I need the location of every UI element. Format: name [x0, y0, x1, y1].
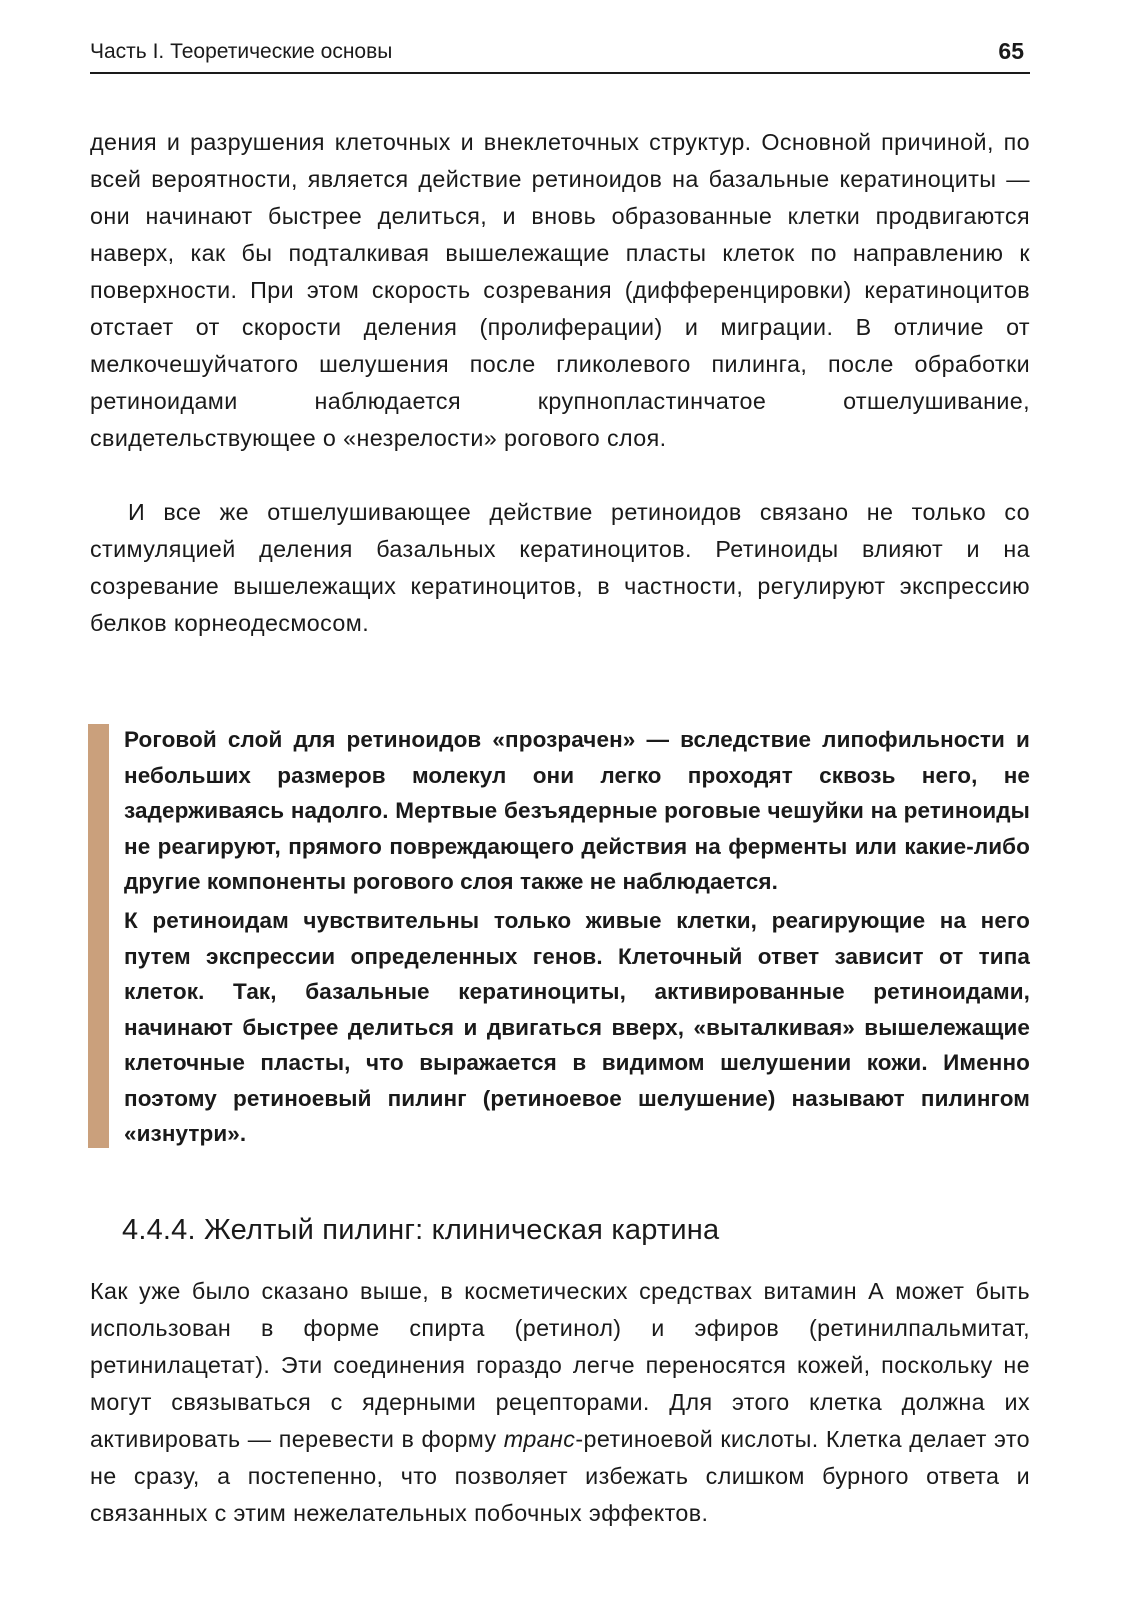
running-header-title: Часть I. Теоретические основы — [90, 40, 393, 63]
section-paragraph — [90, 1273, 1030, 1532]
callout-paragraph-2 — [124, 903, 1030, 1152]
page-number: 65 — [998, 38, 1024, 64]
callout-paragraph-2-middle: , реагирующие на него путем экспрессии определенных генов. Клеточный ответ зависит от типа клеток. Так, базальные кератиноциты, активированные ретиноидами, начинают быстрее делиться и двигаться вверх, «выталкивая» вышележащие клеточные пласты, что выражается в видимом шелушении кожи. — [124, 908, 1030, 1075]
callout-emphasis-tail: Именно поэтому ретиноевый пилинг (ретиноевое шелушение) называют пилингом «изнутри». — [124, 1050, 1030, 1146]
running-header — [90, 32, 1030, 74]
callout-emphasis-lead: К ретиноидам чувствительны только живые клетки — [124, 908, 751, 933]
callout-accent-bar — [88, 724, 109, 1148]
body-paragraph-1: дения и разрушения клеточных и внеклеточных структур. Основной причиной, по всей вероятности, является действие ретиноидов на базальные кератиноциты — они начинают быстрее делиться, и вновь образованные клетки продвигаются наверх, как бы подталкивая вышележащие пласты клеток по направлению к поверхности. При этом скорость созревания (дифференцировки) кератиноцитов отстает от скорости деления (пролиферации) и миграции. В отличие от мелкочешуйчатого шелушения после гликолевого пилинга, после обработки ретиноидами наблюдается крупнопластинчатое отшелушивание, свидетельствующее о «незрелости» рогового слоя. — [90, 129, 1030, 451]
section-paragraph-start: Как уже было сказано выше, в косметических средствах витамин А может быть использован в форме спирта (ретинол) и эфиров (ретинилпальмитат, ретинилацетат). Эти соединения гораздо легче переносятся кожей, поскольку не могут связываться с ядерными рецепторами. Для этого клетка должна их активировать — перевести в форму — [90, 1278, 1030, 1452]
section-heading: 4.4.4. Желтый пилинг: клиническая картина — [122, 1214, 720, 1246]
body-paragraph-2: И все же отшелушивающее действие ретиноидов связано не только со стимуляцией деления базальных кератиноцитов. Ретиноиды влияют и на созревание вышележащих кератиноцитов, в частности, регулируют экспрессию белков корнеодесмосом. — [90, 499, 1030, 636]
section-paragraph-italic: транс — [503, 1426, 576, 1452]
section-paragraph-end: -ретиноевой кислоты. Клетка делает это не сразу, а постепенно, что позволяет избежать слишком бурного ответа и связанных с этим нежелательных побочных эффектов. — [90, 1426, 1030, 1526]
callout-paragraph-1: Роговой слой для ретиноидов «прозрачен» — вследствие липофильности и небольших размеров молекул они легко проходят сквозь него, не задерживаясь надолго. Мертвые безъядерные роговые чешуйки на ретиноиды не реагируют, прямого повреждающего действия на ферменты или какие-либо другие компоненты рогового слоя также не наблюдается. — [124, 727, 1030, 894]
